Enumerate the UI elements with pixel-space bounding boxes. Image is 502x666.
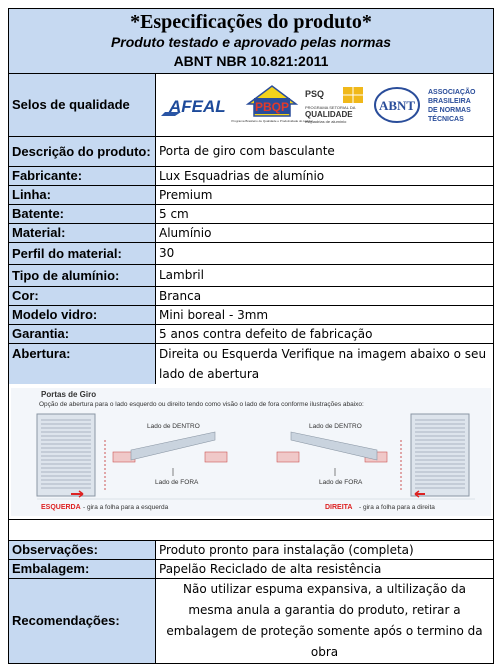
spec-row	[9, 540, 493, 559]
svg-text:Lado de DENTRO: Lado de DENTRO	[309, 422, 362, 430]
svg-text:PROGRAMA SETORIAL DA: PROGRAMA SETORIAL DA	[304, 104, 355, 110]
norm-code: ABNT NBR 10.821:2011	[173, 53, 329, 69]
pbqp-logo	[231, 84, 313, 126]
spec-row	[9, 242, 493, 264]
spec-row	[9, 185, 493, 204]
row-value: Mini boreal - 3mm	[156, 305, 494, 324]
row-label: Linha:	[9, 185, 156, 204]
row-label: Batente:	[9, 204, 156, 223]
opening-illustration	[9, 388, 493, 516]
row-label: Garantia:	[9, 324, 156, 343]
psq-logo	[303, 85, 369, 125]
row-label: Fabricante:	[9, 166, 156, 185]
spacer-row	[9, 519, 493, 540]
svg-text:Lado de DENTRO: Lado de DENTRO	[147, 422, 200, 430]
svg-text:ASSOCIAÇÃO: ASSOCIAÇÃO	[428, 88, 476, 96]
svg-text:Lado de FORA: Lado de FORA	[319, 478, 363, 486]
spec-row	[9, 559, 493, 578]
row-label: Cor:	[9, 286, 156, 305]
row-label: Embalagem:	[9, 559, 156, 578]
row-label: Material:	[9, 223, 156, 242]
spec-row	[9, 204, 493, 223]
row-value: Produto pronto para instalação (completa)	[156, 540, 494, 559]
row-value: 30	[156, 242, 494, 264]
afeal-logo	[161, 90, 241, 120]
opening-diagram	[9, 388, 493, 519]
quality-logos	[156, 74, 494, 136]
recommendation-row	[9, 578, 493, 663]
row-value: Lux Esquadrias de alumínio	[156, 166, 494, 185]
opening-row	[9, 343, 493, 519]
spec-row	[9, 264, 493, 286]
spec-row	[9, 166, 493, 185]
row-label: Modelo vidro:	[9, 305, 156, 324]
row-value: Não utilizar espuma expansiva, a ultilização da mesma anula a garantia do produto, retirar a embalagem de proteção somente após o termino da obra	[166, 581, 483, 659]
left-caption-desc: - gira a folha para a esquerda	[83, 503, 169, 511]
row-value: Papelão Reciclado de alta resistência	[156, 559, 494, 578]
row-label: Descrição do produto:	[9, 136, 156, 166]
opening-value: Direita ou Esquerda Verifique na imagem abaixo o seu lado de abertura	[159, 346, 487, 381]
row-label: Recomendações:	[9, 578, 156, 663]
svg-text:PBQP: PBQP	[254, 99, 289, 114]
right-door-illustration	[411, 414, 469, 497]
spec-table	[9, 74, 493, 663]
row-value: Branca	[156, 286, 494, 305]
spec-row	[9, 286, 493, 305]
row-value: Alumínio	[156, 223, 494, 242]
opening-label: Abertura:	[9, 344, 156, 384]
row-value: Porta de giro com basculante	[156, 136, 494, 166]
svg-text:AFEAL: AFEAL	[169, 96, 226, 116]
right-caption-desc: - gira a folha para a direita	[359, 503, 435, 511]
svg-text:PSQ: PSQ	[304, 88, 324, 99]
subtitle: Produto testado e aprovado pelas normas	[110, 34, 392, 50]
svg-text:DE NORMAS: DE NORMAS	[428, 106, 471, 114]
svg-text:Portas de Giro: Portas de Giro	[41, 389, 97, 399]
svg-text:esquadrias de alumínio: esquadrias de alumínio	[304, 118, 346, 124]
left-caption: ESQUERDA	[41, 503, 81, 511]
quality-label: Selos de qualidade	[9, 74, 156, 136]
page-title: *Especificações do produto*	[130, 11, 372, 33]
svg-text:Programa Brasileiro de Qualida: Programa Brasileiro de Qualidade e Produtividade do Habitat	[231, 118, 313, 123]
row-value: Lambril	[156, 264, 494, 286]
spec-row	[9, 223, 493, 242]
header	[9, 9, 493, 74]
left-door-illustration	[37, 414, 95, 497]
svg-text:BRASILEIRA: BRASILEIRA	[428, 97, 471, 105]
spec-row	[9, 305, 493, 324]
abnt-name-logo	[426, 85, 488, 125]
row-value: 5 cm	[156, 204, 494, 223]
svg-text:Opção de abertura para o lado: Opção de abertura para o lado esquerdo ou direito tendo como visão o lado de fora conforme ilustrações abaixo:	[39, 400, 364, 408]
svg-text:ABNT: ABNT	[379, 97, 416, 113]
spec-row	[9, 324, 493, 343]
spec-row	[9, 136, 493, 166]
right-caption: DIREITA	[325, 503, 353, 511]
svg-text:QUALIDADE: QUALIDADE	[304, 109, 353, 119]
quality-row	[9, 74, 493, 136]
spec-sheet	[8, 8, 494, 664]
row-label: Perfil do material:	[9, 242, 156, 264]
row-label: Observações:	[9, 540, 156, 559]
abnt-seal	[373, 86, 421, 124]
row-value: Premium	[156, 185, 494, 204]
svg-text:Lado de FORA: Lado de FORA	[155, 478, 199, 486]
row-label: Tipo de alumínio:	[9, 264, 156, 286]
svg-text:TÉCNICAS: TÉCNICAS	[428, 115, 464, 123]
row-value: 5 anos contra defeito de fabricação	[156, 324, 494, 343]
